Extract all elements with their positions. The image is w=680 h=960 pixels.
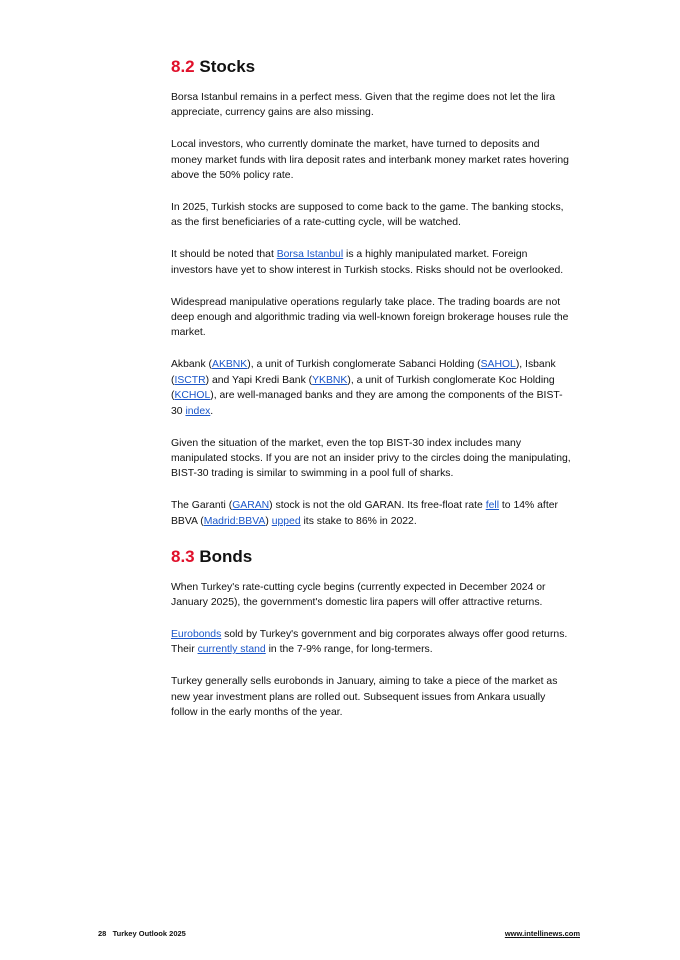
text-run: sold by Turkey's government and big corporates always offer good returns. Their xyxy=(171,628,568,656)
document-title: Turkey Outlook 2025 xyxy=(112,929,186,938)
page-number: 28 xyxy=(98,929,107,938)
paragraph xyxy=(171,627,571,658)
section-title: Stocks xyxy=(199,57,256,76)
text-run: is a highly manipulated market. Foreign investors have yet to show interest in Turkish stocks. Risks should not be overlooked. xyxy=(171,249,564,276)
link-index[interactable]: index xyxy=(185,405,211,417)
text-run: ) and Yapi Kredi Bank ( xyxy=(205,374,313,386)
section-title: Bonds xyxy=(199,546,253,566)
link-eurobonds[interactable]: Eurobonds xyxy=(171,628,222,640)
link-akbnk[interactable]: AKBNK xyxy=(212,359,248,371)
section-heading-bonds xyxy=(171,546,571,568)
text-run: ), a unit of Turkish conglomerate Sabanci Holding ( xyxy=(247,359,481,371)
text-run: ) xyxy=(265,515,272,527)
link-sahol[interactable]: SAHOL xyxy=(480,359,516,371)
paragraph: Borsa Istanbul remains in a perfect mess. Given that the regime does not let the lira appreciate, currency gains are also missing. xyxy=(171,92,556,119)
paragraph xyxy=(171,498,571,529)
text-run: It should be noted that xyxy=(171,249,277,261)
text-run: ), are well-managed banks and they are among the components of the BIST-30 xyxy=(171,390,563,417)
paragraph: Local investors, who currently dominate the market, have turned to deposits and money market funds with lira deposit rates and interbank money market rates hovering above the 50% policy rate. xyxy=(171,139,569,182)
paragraph: Turkey generally sells eurobonds in January, aiming to take a piece of the market as new year investment plans are rolled out. Subsequent issues from Ankara usually follow in the early months of the year. xyxy=(171,676,558,718)
link-fell[interactable]: fell xyxy=(485,500,500,512)
section-heading-stocks xyxy=(171,56,571,78)
paragraph xyxy=(171,247,571,278)
paragraph: In 2025, Turkish stocks are supposed to come back to the game. The banking stocks, as the first beneficiaries of a rate-cutting cycle, will be watched. xyxy=(171,202,564,229)
link-garan[interactable]: GARAN xyxy=(232,500,270,512)
paragraph: Given the situation of the market, even the top BIST-30 index includes many manipulated stocks. If you are not an insider privy to the circles doing the manipulating, BIST-30 trading is similar to swimming in a pool full of sharks. xyxy=(171,437,571,480)
text-run: its stake to 86% in 2022. xyxy=(300,515,417,527)
section-number: 8.3 xyxy=(171,546,195,566)
text-run: The Garanti ( xyxy=(171,500,233,512)
link-upped[interactable]: upped xyxy=(271,515,301,527)
link-madrid-bbva[interactable]: Madrid:BBVA xyxy=(203,515,266,527)
link-borsa-istanbul[interactable]: Borsa Istanbul xyxy=(276,249,344,261)
text-run: ), a unit of Turkish conglomerate Koc Holding ( xyxy=(171,374,555,402)
text-run: in the 7-9% range, for long-termers. xyxy=(265,644,433,656)
paragraph: When Turkey's rate-cutting cycle begins (currently expected in December 2024 or January 2025), the government's domestic lira papers will offer attractive returns. xyxy=(171,581,546,608)
text-run: to 14% after BBVA ( xyxy=(171,500,558,527)
text-run: . xyxy=(210,405,214,417)
page-content xyxy=(171,56,571,737)
section-number: 8.2 xyxy=(171,57,195,76)
page-footer xyxy=(98,928,580,940)
text-run: Akbank ( xyxy=(171,359,213,371)
link-currently-stand[interactable]: currently stand xyxy=(197,644,266,656)
text-run: ) stock is not the old GARAN. Its free-float rate xyxy=(269,500,486,512)
footer-left xyxy=(98,928,186,940)
text-run: ), Isbank ( xyxy=(171,359,556,386)
link-kchol[interactable]: KCHOL xyxy=(174,390,211,402)
link-ykbnk[interactable]: YKBNK xyxy=(312,374,348,386)
paragraph xyxy=(171,357,571,419)
footer-website-link[interactable]: www.intellinews.com xyxy=(504,929,580,938)
paragraph: Widespread manipulative operations regularly take place. The trading boards are not deep enough and algorithmic trading via well-known foreign brokerage houses rule the market. xyxy=(171,296,569,339)
link-isctr[interactable]: ISCTR xyxy=(174,374,206,386)
